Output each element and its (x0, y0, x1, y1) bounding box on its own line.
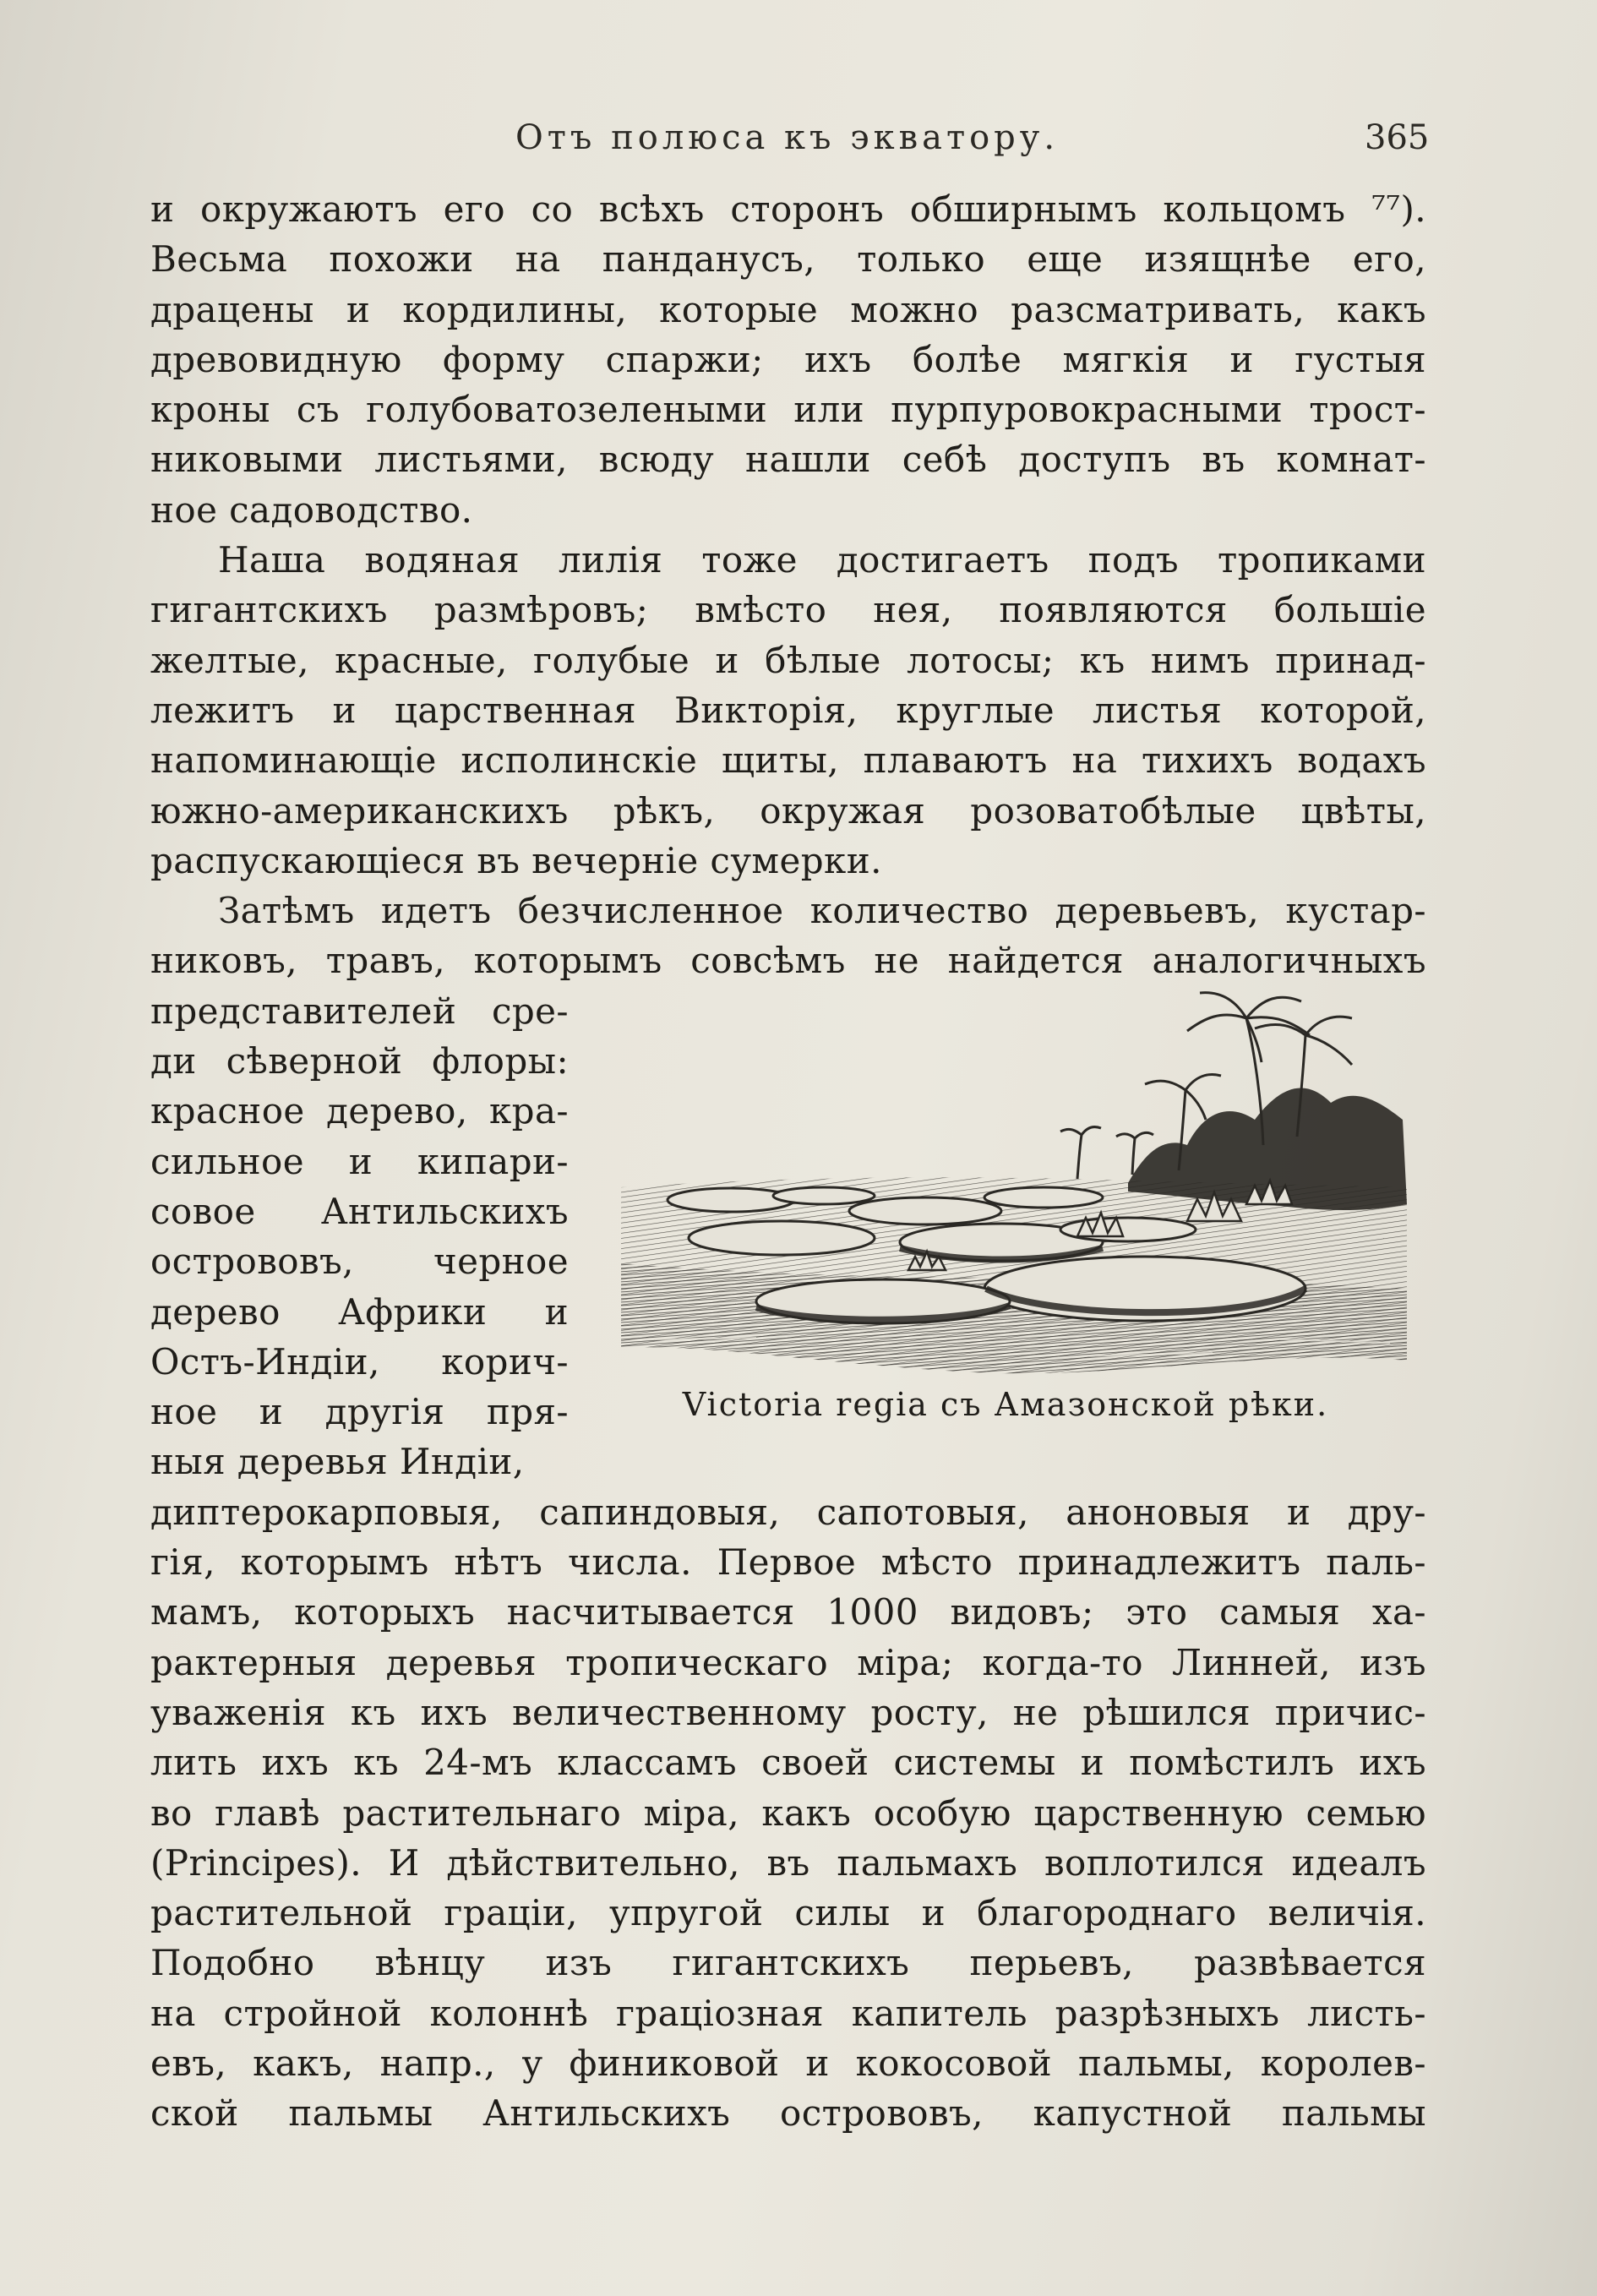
text-line: уваженія къ ихъ величественному росту, не рѣшился причис- (150, 1691, 1426, 1733)
engraving-illustration (604, 984, 1415, 1382)
text-line: никовъ, травъ, которымъ совсѣмъ не найдется аналогичныхъ (150, 940, 1426, 982)
page-number: 365 (1365, 118, 1430, 157)
text-line: кроны съ голубоватозелеными или пурпуровокрасными трост- (150, 389, 1426, 431)
text-line: Остъ-Индіи, корич- (150, 1340, 569, 1383)
running-head-title: Отъ полюса къ экватору. (515, 118, 1060, 157)
text-line: сильное и кипари- (150, 1140, 569, 1182)
text-line: лить ихъ къ 24-мъ классамъ своей системы и помѣстилъ ихъ (150, 1742, 1426, 1784)
text-line: Затѣмъ идетъ безчисленное количество деревьевъ, кустар- (218, 890, 1426, 932)
text-line: древовидную форму спаржи; ихъ болѣе мягкія и густыя (150, 338, 1426, 380)
text-line: евъ, какъ, напр., у финиковой и кокосовой пальмы, королев- (150, 2042, 1426, 2084)
text-line: гія, которымъ нѣтъ числа. Первое мѣсто принадлежитъ паль- (150, 1541, 1426, 1584)
text-line: красное дерево, кра- (150, 1090, 569, 1132)
figure-caption: Victoria regia съ Амазонской рѣки. (682, 1386, 1329, 1423)
text-line: дерево Африки и (150, 1290, 569, 1333)
paragraph-1 (150, 184, 1426, 535)
text-line: никовыми листьями, всюду нашли себѣ доступъ въ комнат- (150, 439, 1426, 481)
text-line: напоминающіе исполинскіе щиты, плаваютъ на тихихъ водахъ (150, 739, 1426, 782)
text-line: совое Антильскихъ (150, 1190, 569, 1232)
text-line: гигантскихъ размѣровъ; вмѣсто нея, появляются большіе (150, 589, 1426, 631)
text-line: Наша водяная лилія тоже достигаетъ подъ тропиками (218, 539, 1426, 581)
text-line: ныя деревья Индіи, (150, 1441, 525, 1483)
text-line: рактерныя деревья тропическаго міра; когда-то Линней, изъ (150, 1641, 1426, 1683)
paragraph-2 (150, 535, 1426, 886)
text-line: представителей сре- (150, 990, 569, 1032)
text-line: острововъ, черное (150, 1241, 569, 1283)
text-line: Подобно вѣнцу изъ гигантскихъ перьевъ, развѣвается (150, 1942, 1426, 1984)
text-line: лежитъ и царственная Викторія, круглые листья которой, (150, 689, 1426, 731)
text-line: южно-американскихъ рѣкъ, окружая розоватобѣлые цвѣты, (150, 789, 1426, 832)
running-head (0, 118, 1597, 169)
text-line: ской пальмы Антильскихъ острововъ, капустной пальмы (150, 2092, 1426, 2135)
text-line: ное садоводство. (150, 488, 473, 531)
text-line: растительной граціи, упругой силы и благороднаго величія. (150, 1892, 1426, 1934)
text-line: Весьма похожи на пандануcъ, только еще изящнѣе его, (150, 238, 1426, 281)
text-line: мамъ, которыхъ насчитывается 1000 видовъ; это самыя ха- (150, 1591, 1426, 1633)
text-line: на стройной колоннѣ граціозная капитель разрѣзныхъ листь- (150, 1992, 1426, 2034)
text-line: (Principes). И дѣйствительно, въ пальмахъ воплотился идеалъ (150, 1841, 1426, 1884)
text-line: желтые, красные, голубые и бѣлые лотосы; къ нимъ принад- (150, 639, 1426, 681)
text-line: распускающіеся въ вечерніе сумерки. (150, 839, 882, 881)
text-line: ди сѣверной флоры: (150, 1040, 569, 1083)
text-line: драцены и кордилины, которые можно разсматривать, какъ (150, 288, 1426, 330)
text-line: ное и другія пря- (150, 1391, 569, 1433)
text-line: и окружаютъ его со всѣхъ сторонъ обширнымъ кольцомъ ⁷⁷). (150, 188, 1426, 230)
text-line: диптерокарповыя, сапиндовыя, сапотовыя, аноновыя и дру- (150, 1491, 1426, 1533)
text-line: во главѣ растительнаго міра, какъ особую царственную семью (150, 1792, 1426, 1834)
